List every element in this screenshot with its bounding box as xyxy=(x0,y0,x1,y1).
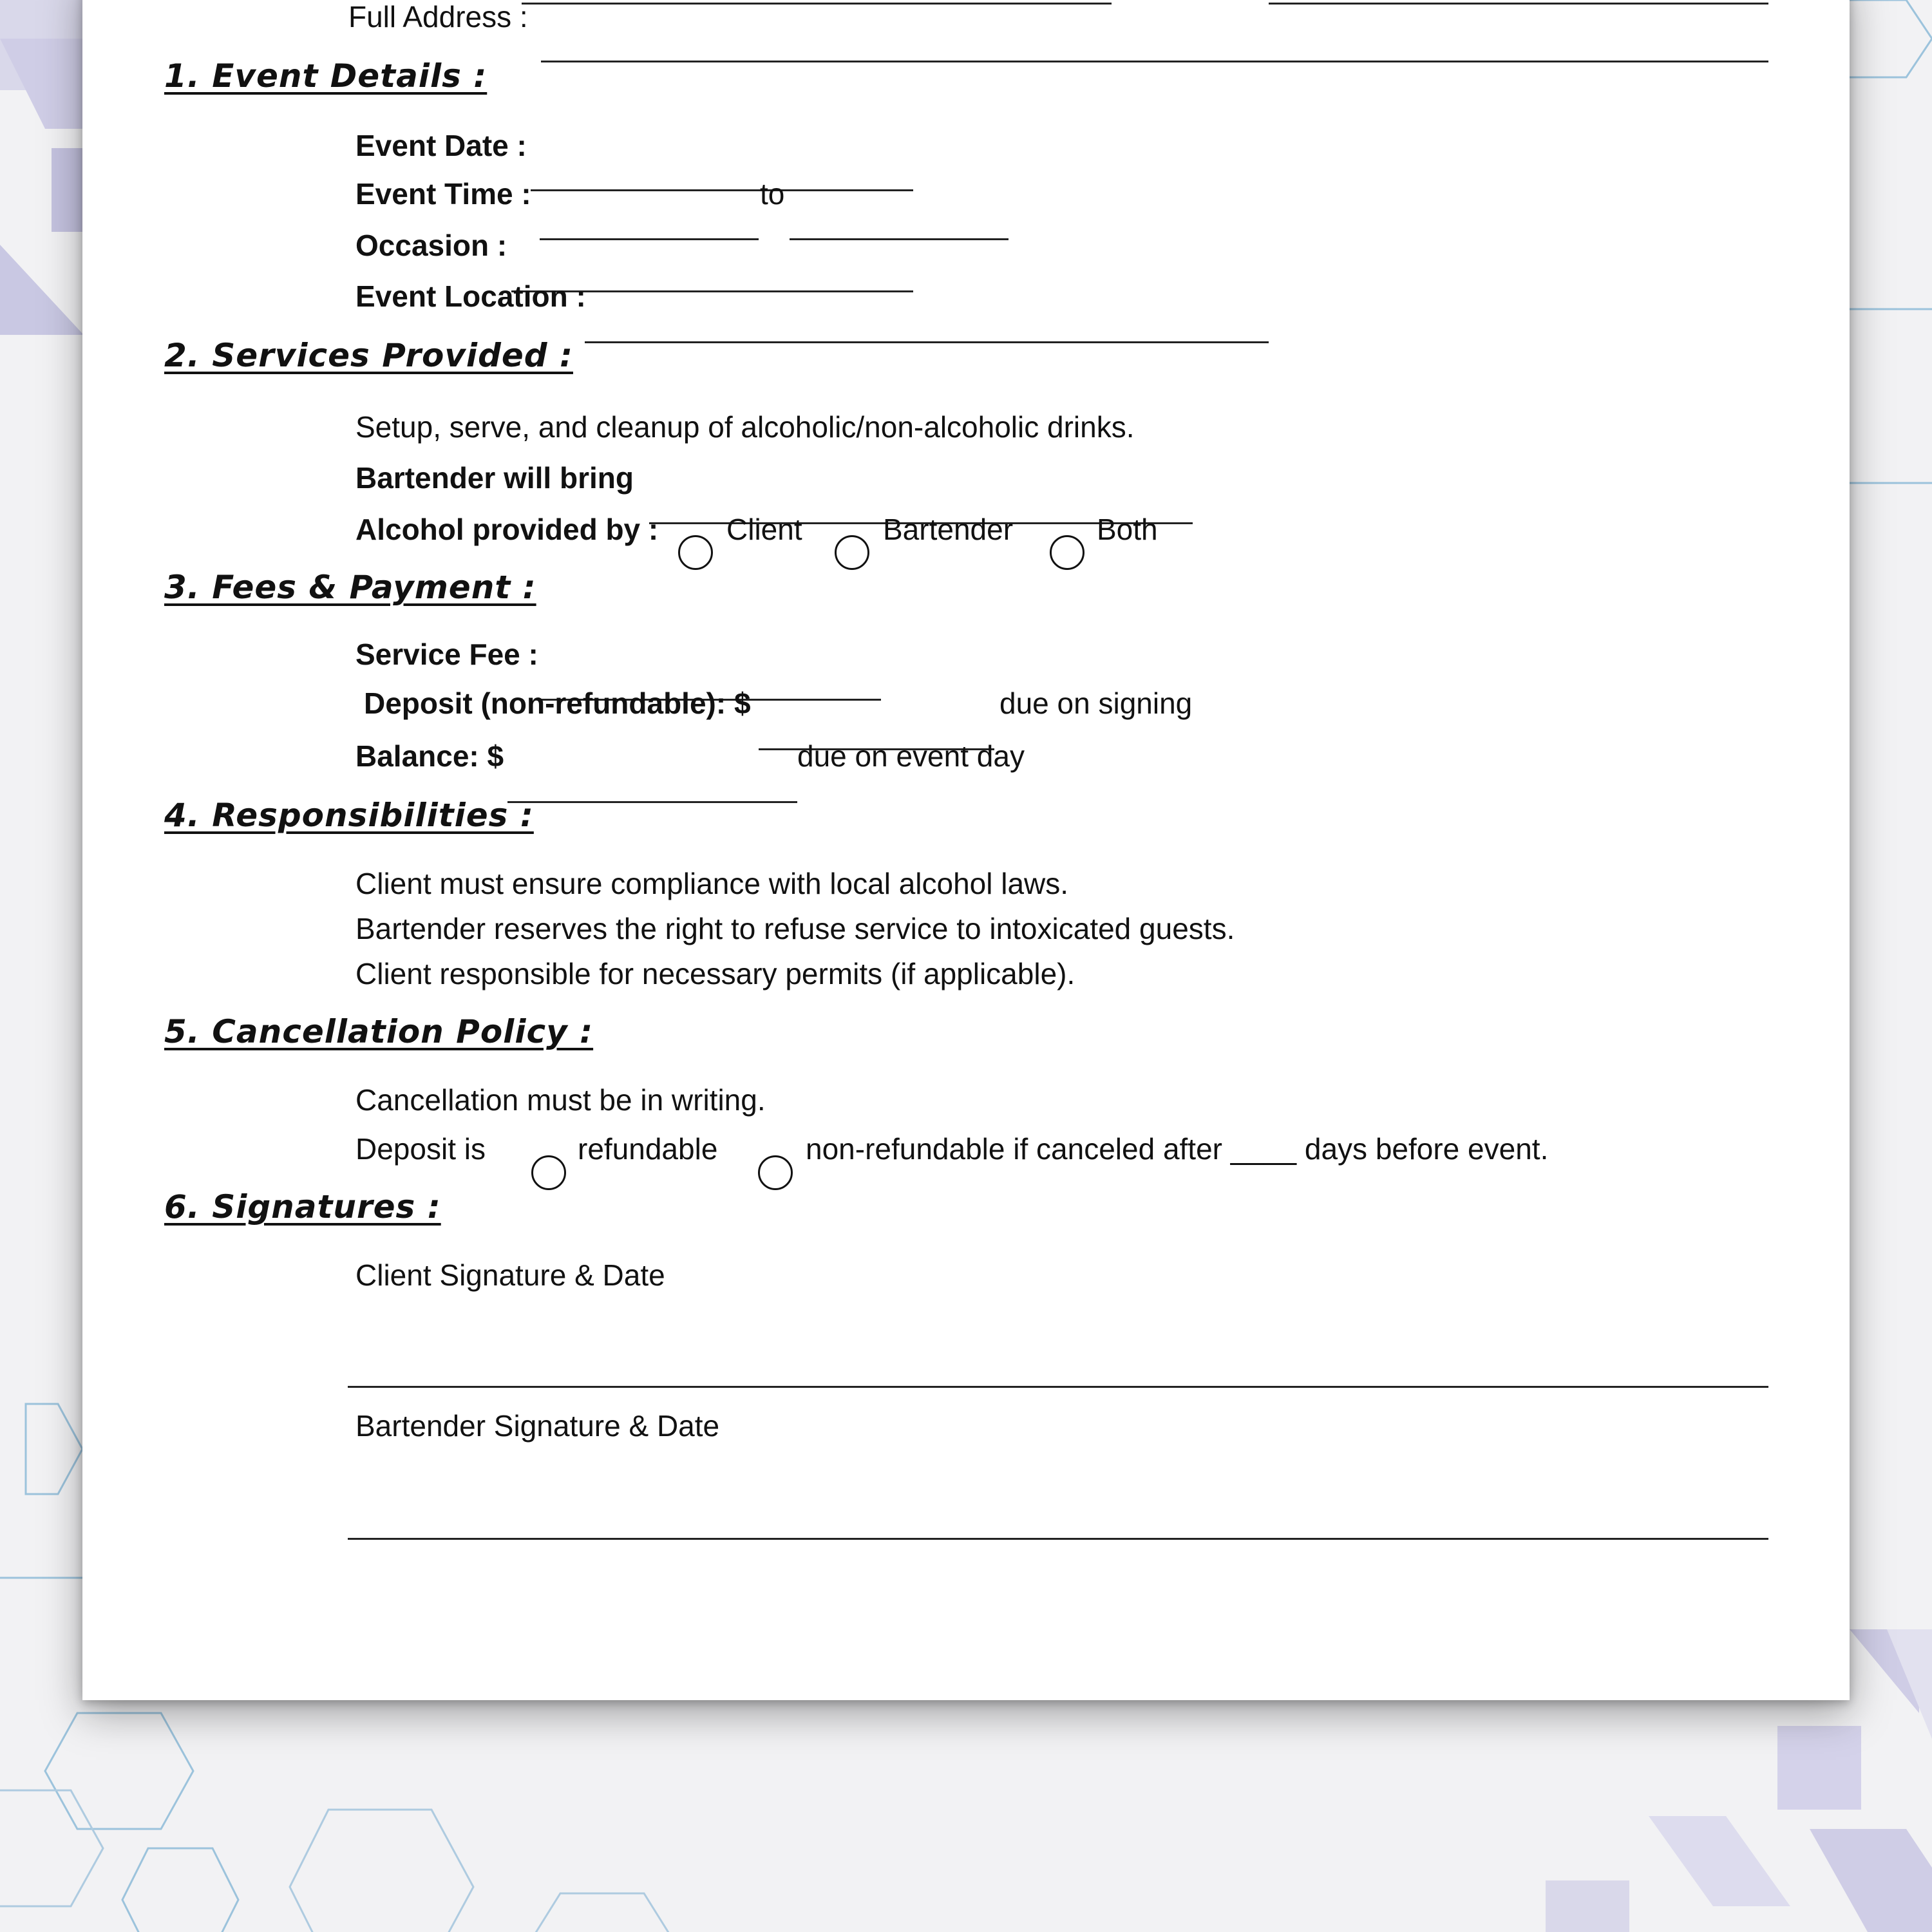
services-description: Setup, serve, and cleanup of alcoholic/non-alcoholic drinks. xyxy=(355,410,1135,444)
field-line[interactable] xyxy=(1269,3,1768,5)
radio-refundable-label: refundable xyxy=(578,1132,718,1166)
radio-client[interactable] xyxy=(678,535,713,570)
event-time-label: Event Time : xyxy=(355,177,531,211)
radio-both-label: Both xyxy=(1097,513,1158,546)
contract-page xyxy=(82,0,1850,1700)
decor-square xyxy=(1546,1880,1629,1932)
cancellation-writing-text: Cancellation must be in writing. xyxy=(355,1083,766,1117)
radio-non-refundable-label: non-refundable if canceled after ____ days before event. xyxy=(806,1132,1549,1166)
section-heading-signatures: 6. Signatures : xyxy=(164,1188,441,1226)
radio-both[interactable] xyxy=(1050,535,1084,570)
client-signature-label: Client Signature & Date xyxy=(355,1258,665,1292)
radio-bartender[interactable] xyxy=(835,535,869,570)
section-heading-event-details: 1. Event Details : xyxy=(164,57,488,95)
radio-refundable[interactable] xyxy=(531,1155,566,1190)
field-line[interactable] xyxy=(522,3,1112,5)
event-date-label: Event Date : xyxy=(355,129,527,162)
full-address-field[interactable] xyxy=(541,61,1768,62)
section-heading-cancellation-policy: 5. Cancellation Policy : xyxy=(164,1013,594,1050)
section-heading-fees-payment: 3. Fees & Payment : xyxy=(164,569,536,606)
bartender-will-bring-label: Bartender will bring xyxy=(355,461,634,495)
radio-bartender-label: Bartender xyxy=(883,513,1014,546)
event-time-to-text: to xyxy=(760,177,785,211)
responsibility-item: Client responsible for necessary permits (if applicable). xyxy=(355,957,1075,990)
balance-label: Balance: $ xyxy=(355,739,504,773)
bartender-signature-field[interactable] xyxy=(348,1538,1768,1540)
bartender-signature-label: Bartender Signature & Date xyxy=(355,1409,720,1443)
full-address-label: Full Address : xyxy=(348,0,528,33)
balance-amount-field[interactable] xyxy=(507,801,797,803)
event-location-label: Event Location : xyxy=(355,279,586,313)
section-heading-services-provided: 2. Services Provided : xyxy=(164,337,573,374)
balance-due-text: due on event day xyxy=(797,739,1025,773)
occasion-label: Occasion : xyxy=(355,229,507,262)
responsibility-item: Bartender reserves the right to refuse service to intoxicated guests. xyxy=(355,912,1235,945)
radio-client-label: Client xyxy=(726,513,802,546)
deposit-label: Deposit (non-refundable): $ xyxy=(364,687,751,720)
responsibility-item: Client must ensure compliance with local alcohol laws. xyxy=(355,867,1069,900)
event-location-field[interactable] xyxy=(585,341,1269,343)
radio-non-refundable[interactable] xyxy=(758,1155,793,1190)
event-date-field[interactable] xyxy=(531,189,913,191)
service-fee-label: Service Fee : xyxy=(355,638,538,671)
event-time-end-field[interactable] xyxy=(790,238,1009,240)
decor-bar xyxy=(52,148,84,232)
section-heading-responsibilities: 4. Responsibilities : xyxy=(164,797,534,834)
decor-square xyxy=(1777,1726,1861,1810)
deposit-is-text: Deposit is xyxy=(355,1132,486,1166)
deposit-due-text: due on signing xyxy=(999,687,1193,720)
client-signature-field[interactable] xyxy=(348,1386,1768,1388)
event-time-start-field[interactable] xyxy=(540,238,759,240)
alcohol-provided-label: Alcohol provided by : xyxy=(355,513,659,546)
